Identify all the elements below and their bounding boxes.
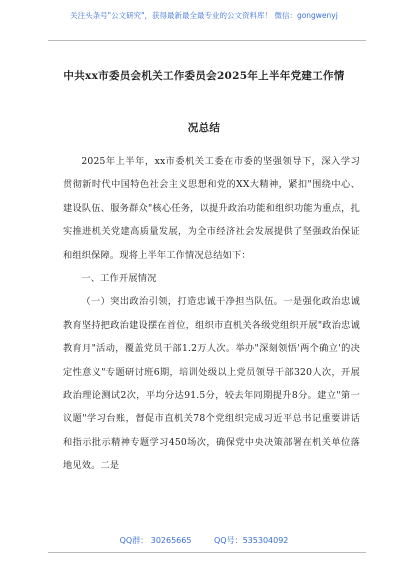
header-divider [48,40,366,41]
paragraph-intro: 2025年上半年，xx市委机关工委在市委的坚强领导下，深入学习贯彻新时代中国特色社会主义思想和党的XX大精神，紧扣"围绕中心、建设队伍、服务群众"核心任务，以提升政治功能和组织功能为重点，扎实推进机关党建高质量发展，为全市经济社会发展提供了坚强政治保证和组织保障。现将上半年工作情况总结如下： [63,156,360,261]
section-heading: 一、工作开展情况 [81,273,157,285]
header-notice: 关注头条号"公文研究"，获得最新最全最专业的公文资料库！ 微信：gongwenyj [70,11,338,20]
paragraph-political-guidance: （一）突出政治引领，打造忠诚干净担当队伍。一是强化政治忠诚教育坚持把政治建设摆在首位，组织市直机关各级党组织开展"政治忠诚教育月"活动，覆盖党员干部1.2万人次。举办"深刻领悟'两个确立'的决定性意义"专题研讨班6期，培训处级以上党员领导干部320人次，开展政治理论测试2次，平均分达91.5分，较去年同期提升8分。建立"第一议题"学习台账，督促市直机关78个党组织完成习近平总书记重要讲话和指示批示精神专题学习450场次，确保党中央决策部署在机关单位落地见效。二是 [63,296,360,472]
footer-qq-number: QQ号：535304092 [214,536,289,545]
footer-contacts [0,535,408,546]
footer-qq-group: QQ群： 30265665 [119,536,192,545]
document-title-line-1: 中共xx市委员会机关工作委员会2025年上半年党建工作情 [63,70,345,82]
footer-divider [48,552,366,553]
document-body [63,150,360,478]
document-title-line-2: 况总结 [187,122,221,134]
